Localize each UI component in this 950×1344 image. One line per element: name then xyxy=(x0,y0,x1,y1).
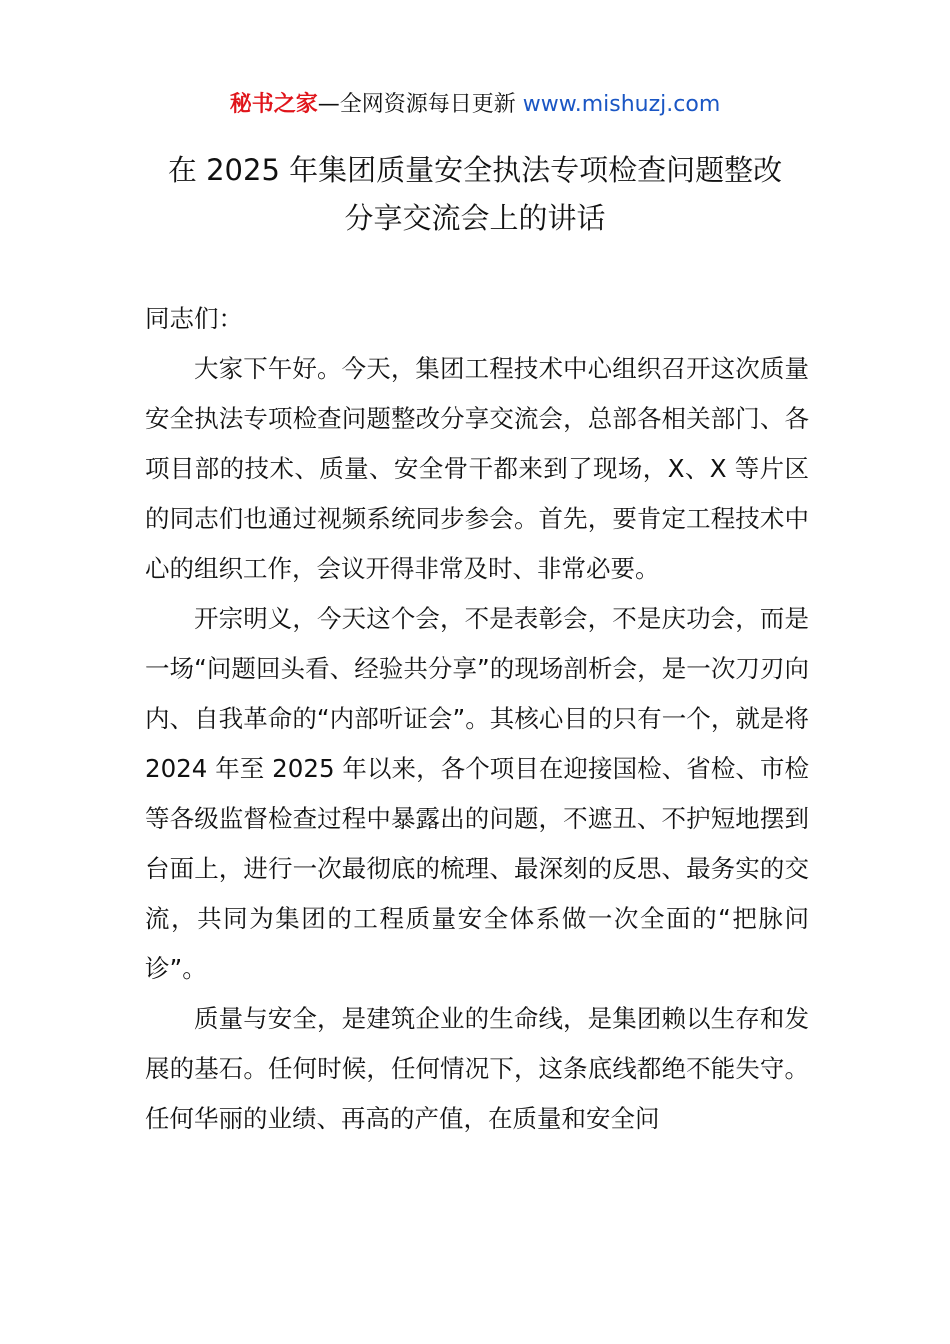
site-brand: 秘书之家 xyxy=(229,92,318,117)
document-title xyxy=(0,146,950,242)
site-tagline: —全网资源每日更新 xyxy=(317,92,516,117)
paragraph-3: 质量与安全，是建筑企业的生命线，是集团赖以生存和发展的基石。任何时候，任何情况下，这条底线都绝不能失守。任何华丽的业绩、再高的产值，在质量和安全问 xyxy=(145,1004,809,1133)
paragraph-2: 开宗明义，今天这个会，不是表彰会，不是庆功会，而是一场“问题回头看、经验共分享”的现场剖析会，是一次刀刃向内、自我革命的“内部听证会”。其核心目的只有一个，就是将 2024 年至 2025 年以来，各个项目在迎接国检、省检、市检等各级监督检查过程中暴露出的问题，不遮丑、不护短地摆到台面上，进行一次最彻底的梳理、最深刻的反思、最务实的交流，共同为集团的工程质量安全体系做一次全面的“把脉问诊”。 xyxy=(145,604,809,983)
paragraph-1: 大家下午好。今天，集团工程技术中心组织召开这次质量安全执法专项检查问题整改分享交流会，总部各相关部门、各项目部的技术、质量、安全骨干都来到了现场，X、X 等片区的同志们也通过视频系统同步参会。首先，要肯定工程技术中心的组织工作，会议开得非常及时、非常必要。 xyxy=(145,354,809,583)
title-line-2: 分享交流会上的讲话 xyxy=(344,201,606,235)
salutation: 同志们： xyxy=(145,304,243,333)
title-line-1: 在 2025 年集团质量安全执法专项检查问题整改 xyxy=(167,153,783,187)
site-url-link[interactable]: www.mishuzj.com xyxy=(522,92,721,117)
site-header xyxy=(0,88,950,122)
document-body xyxy=(145,294,809,1144)
